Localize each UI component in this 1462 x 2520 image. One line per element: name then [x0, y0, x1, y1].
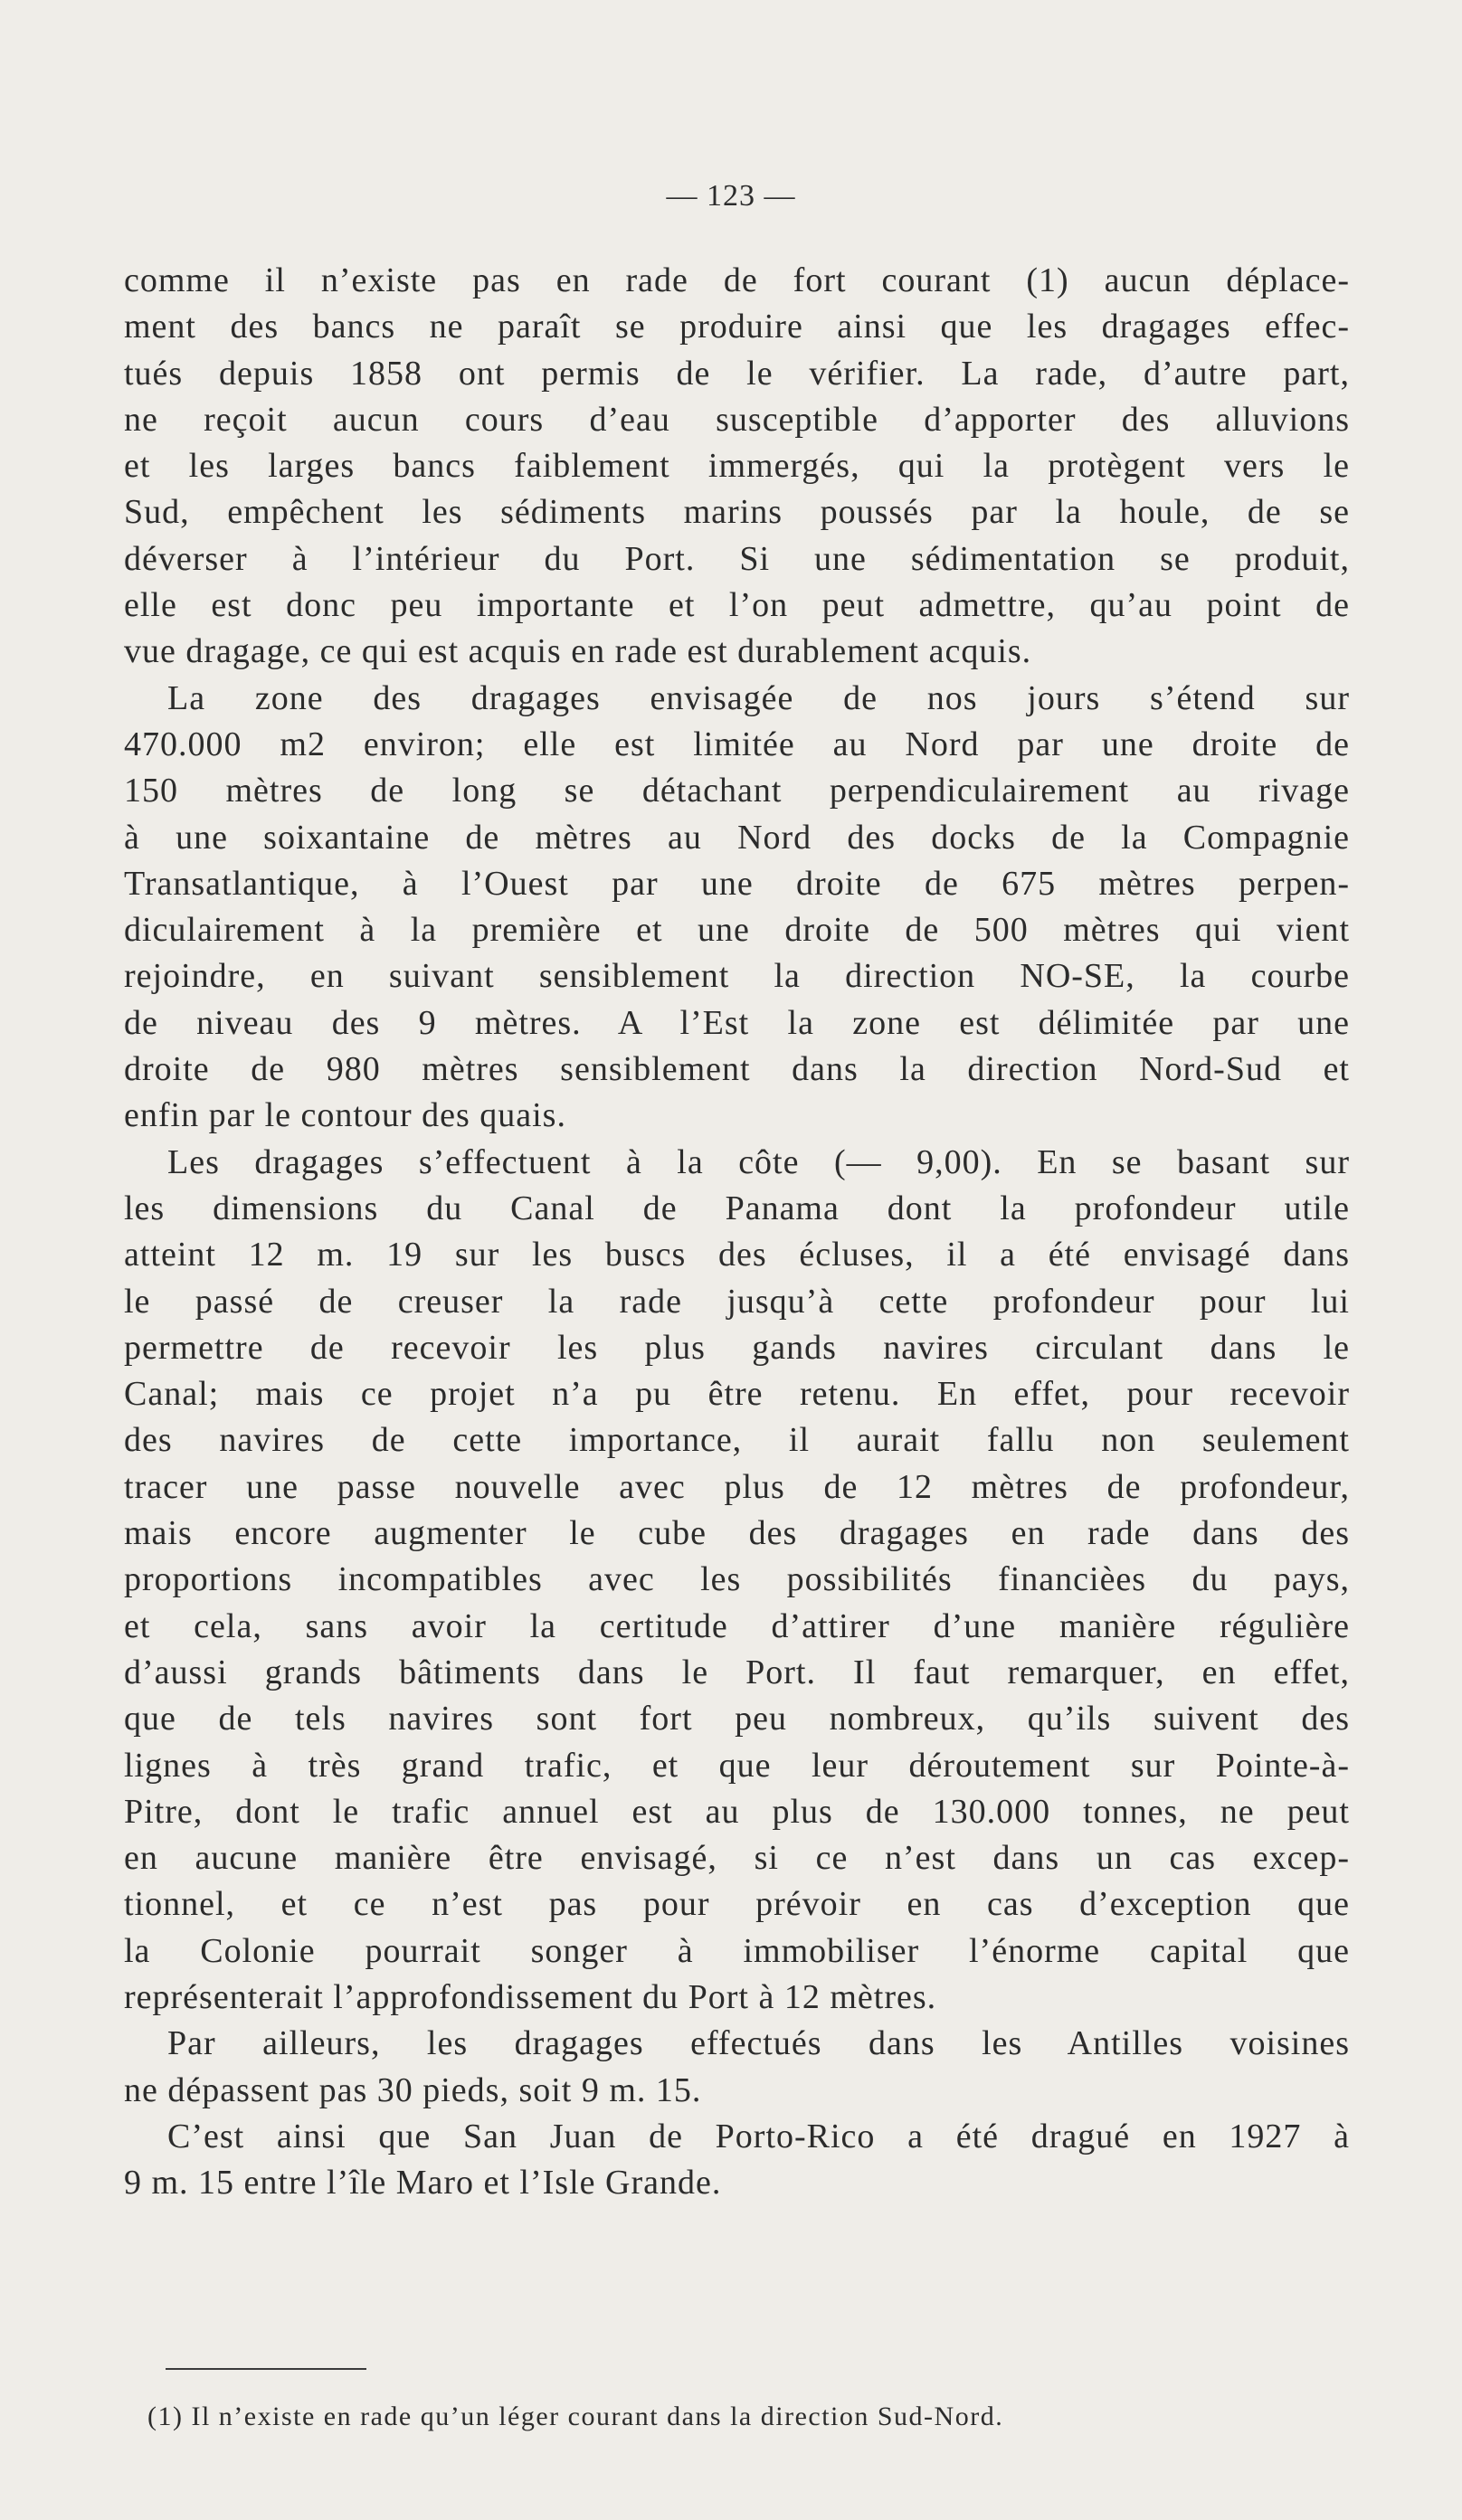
- text-line: atteint 12 m. 19 sur les buscs des écluses, il a été envisagé dans: [124, 1236, 1350, 1274]
- text-line: elle est donc peu importante et l’on peut admettre, qu’au point de: [124, 586, 1350, 625]
- text-line: C’est ainsi que San Juan de Porto-Rico a été dragué en 1927 à: [167, 2117, 1350, 2155]
- paragraph-4: [124, 2021, 1350, 2114]
- text-line: ne dépassent pas 30 pieds, soit 9 m. 15.: [124, 2070, 702, 2109]
- text-line: tionnel, et ce n’est pas pour prévoir en cas d’exception que: [124, 1885, 1350, 1924]
- text-line: à une soixantaine de mètres au Nord des docks de la Compagnie: [124, 818, 1350, 857]
- text-line: proportions incompatibles avec les possibilités financièes du pays,: [124, 1560, 1350, 1599]
- page-number: — 123 —: [666, 179, 796, 213]
- text-line: 150 mètres de long se détachant perpendiculairement au rivage: [124, 772, 1350, 810]
- text-line: Pitre, dont le trafic annuel est au plus de 130.000 tonnes, ne peut: [124, 1792, 1350, 1831]
- text-line: permettre de recevoir les plus gands navires circulant dans le: [124, 1328, 1350, 1367]
- text-line: déverser à l’intérieur du Port. Si une sédimentation se produit,: [124, 539, 1350, 578]
- text-line: mais encore augmenter le cube des dragages en rade dans des: [124, 1514, 1350, 1553]
- text-line: lignes à très grand trafic, et que leur déroutement sur Pointe-à-: [124, 1746, 1350, 1785]
- footnote-divider: [166, 2368, 366, 2370]
- text-line: droite de 980 mètres sensiblement dans la direction Nord-Sud et: [124, 1050, 1350, 1089]
- text-line: La zone des dragages envisagée de nos jours s’étend sur: [167, 678, 1350, 717]
- text-line: ne reçoit aucun cours d’eau susceptible d’apporter des alluvions: [124, 400, 1350, 439]
- text-line: Les dragages s’effectuent à la côte (— 9,00). En se basant sur: [167, 1142, 1350, 1181]
- text-line: 9 m. 15 entre l’île Maro et l’Isle Grande.: [124, 2164, 722, 2203]
- text-line: comme il n’existe pas en rade de fort courant (1) aucun déplace-: [124, 261, 1350, 299]
- text-line: Canal; mais ce projet n’a pu être retenu. En effet, pour recevoir: [124, 1375, 1350, 1414]
- text-line: 470.000 m2 environ; elle est limitée au Nord par une droite de: [124, 725, 1350, 763]
- text-line: diculairement à la première et une droite de 500 mètres qui vient: [124, 911, 1350, 950]
- text-line: la Colonie pourrait songer à immobiliser l’énorme capital que: [124, 1931, 1350, 1970]
- text-line: Par ailleurs, les dragages effectués dans les Antilles voisines: [167, 2024, 1350, 2063]
- text-line: les dimensions du Canal de Panama dont la profondeur utile: [124, 1189, 1350, 1227]
- text-line: représenterait l’approfondissement du Port à 12 mètres.: [124, 1977, 937, 2016]
- text-line: vue dragage, ce qui est acquis en rade est durablement acquis.: [124, 632, 1032, 671]
- text-line: des navires de cette importance, il aurait fallu non seulement: [124, 1421, 1350, 1460]
- text-line: en aucune manière être envisagé, si ce n’est dans un cas excep-: [124, 1839, 1350, 1878]
- footnote: (1) Il n’existe en rade qu’un léger courant dans la direction Sud-Nord.: [147, 2402, 1004, 2431]
- text-line: Transatlantique, à l’Ouest par une droite de 675 mètres perpen-: [124, 864, 1350, 903]
- text-line: tués depuis 1858 ont permis de le vérifier. La rade, d’autre part,: [124, 354, 1350, 393]
- paragraph-2: [124, 676, 1350, 1140]
- text-line: de niveau des 9 mètres. A l’Est la zone est délimitée par une: [124, 1003, 1350, 1042]
- paragraph-3: [124, 1140, 1350, 2022]
- paragraph-1: [124, 258, 1350, 676]
- text-line: d’aussi grands bâtiments dans le Port. Il faut remarquer, en effet,: [124, 1653, 1350, 1691]
- text-line: tracer une passe nouvelle avec plus de 12 mètres de profondeur,: [124, 1467, 1350, 1506]
- text-line: enfin par le contour des quais.: [124, 1096, 566, 1135]
- text-line: que de tels navires sont fort peu nombreux, qu’ils suivent des: [124, 1700, 1350, 1738]
- text-line: et cela, sans avoir la certitude d’attirer d’une manière régulière: [124, 1606, 1350, 1645]
- text-line: le passé de creuser la rade jusqu’à cette profondeur pour lui: [124, 1282, 1350, 1321]
- text-line: rejoindre, en suivant sensiblement la direction NO-SE, la courbe: [124, 957, 1350, 996]
- body-text: [124, 258, 1350, 2206]
- text-line: ment des bancs ne paraît se produire ainsi que les dragages effec-: [124, 308, 1350, 346]
- text-line: et les larges bancs faiblement immergés, qui la protègent vers le: [124, 447, 1350, 486]
- text-line: Sud, empêchent les sédiments marins poussés par la houle, de se: [124, 493, 1350, 532]
- paragraph-5: [124, 2114, 1350, 2207]
